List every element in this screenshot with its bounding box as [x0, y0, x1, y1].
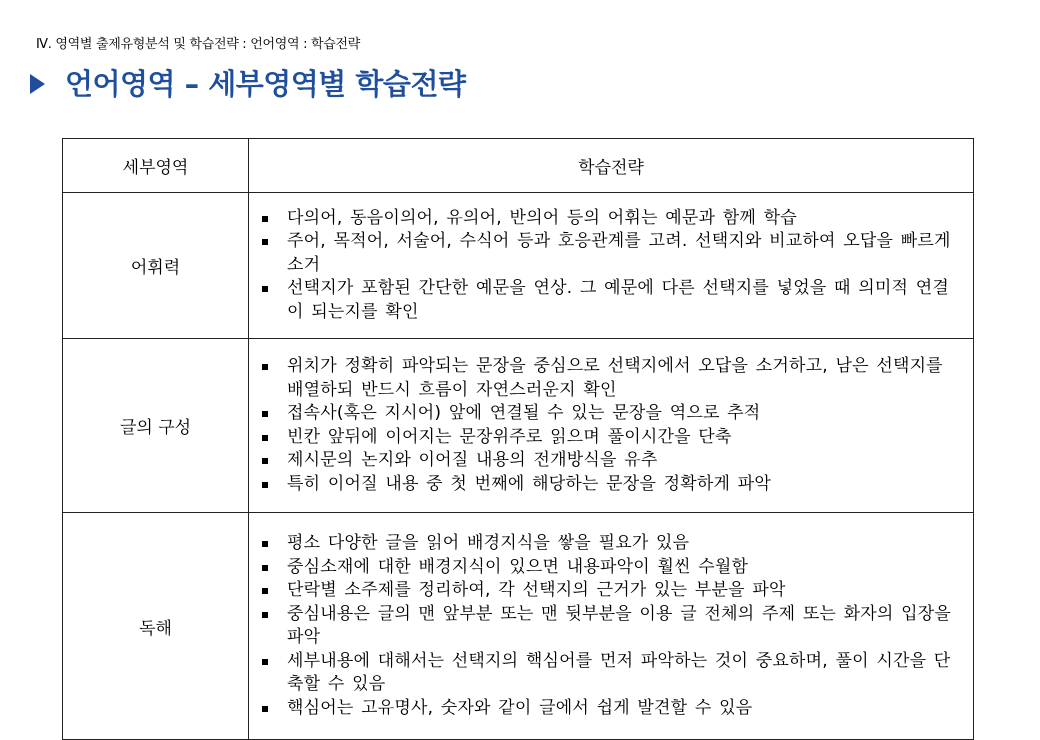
page-title: 언어영역 – 세부영역별 학습전략 [65, 67, 466, 101]
table-row [63, 513, 974, 740]
header-area: 세부영역 [63, 139, 249, 193]
strategy-list [260, 532, 963, 720]
list-item [260, 603, 963, 650]
bullet-square-icon [262, 239, 268, 245]
list-item-text: 주어, 목적어, 서술어, 수식어 등과 호응관계를 고려. 선택지와 비교하여 오답을 빠르게 소거 [287, 231, 951, 275]
list-item-text: 다의어, 동음이의어, 유의어, 반의어 등의 어휘는 예문과 함께 학습 [287, 207, 797, 228]
table-header-row [63, 139, 974, 193]
area-cell: 독해 [63, 513, 249, 740]
bullet-square-icon [262, 541, 268, 547]
bullet-square-icon [262, 458, 268, 464]
list-item-text: 단락별 소주제를 정리하여, 각 선택지의 근거가 있는 부분을 파악 [287, 580, 786, 600]
bullet-square-icon [262, 659, 268, 665]
list-item-text: 세부내용에 대해서는 선택지의 핵심어를 먼저 파악하는 것이 중요하며, 풀이 시간을 단축할 수 있음 [287, 650, 951, 694]
list-item-text: 선택지가 포함된 간단한 예문을 연상. 그 예문에 다른 선택지를 넣었을 때 의미적 연결이 되는지를 확인 [287, 278, 949, 322]
list-item-text: 위치가 정확히 파악되는 문장을 중심으로 선택지에서 오답을 소거하고, 남은 선택지를 배열하되 반드시 흐름이 자연스러운지 확인 [287, 356, 943, 400]
bullet-square-icon [262, 216, 268, 222]
list-item [260, 230, 963, 277]
table-row [63, 339, 974, 513]
bullet-square-icon [262, 588, 268, 594]
list-item [260, 402, 963, 426]
list-item [260, 579, 963, 603]
list-item [260, 277, 963, 324]
list-item-text: 특히 이어질 내용 중 첫 번째에 해당하는 문장을 정확하게 파악 [287, 473, 771, 494]
page-title-row [30, 62, 465, 103]
header-strategy: 학습전략 [249, 139, 974, 193]
list-item [260, 697, 963, 721]
bullet-square-icon [262, 706, 268, 712]
list-item-text: 평소 다양한 글을 읽어 배경지식을 쌓을 필요가 있음 [287, 533, 690, 553]
list-item [260, 449, 963, 473]
bullet-square-icon [262, 435, 268, 441]
list-item-text: 핵심어는 고유명사, 숫자와 같이 글에서 쉽게 발견할 수 있음 [287, 697, 753, 718]
list-item [260, 532, 963, 556]
list-item-text: 빈칸 앞뒤에 이어지는 문장위주로 읽으며 풀이시간을 단축 [287, 426, 732, 447]
breadcrumb: Ⅳ. 영역별 출제유형분석 및 학습전략 : 언어영역 : 학습전략 [36, 37, 361, 52]
strategy-list [260, 355, 963, 496]
bullet-square-icon [262, 565, 268, 571]
table-row [63, 193, 974, 339]
list-item-text: 중심내용은 글의 맨 앞부분 또는 맨 뒷부분을 이용 글 전체의 주제 또는 화자의 입장을 파악 [287, 603, 951, 647]
bullet-square-icon [262, 411, 268, 417]
area-cell: 어휘력 [63, 193, 249, 339]
strategy-table [62, 138, 974, 740]
list-item [260, 355, 963, 402]
strategy-cell [249, 193, 974, 339]
list-item-text: 중심소재에 대한 배경지식이 있으면 내용파악이 훨씬 수월함 [287, 556, 749, 577]
list-item [260, 473, 963, 497]
strategy-cell [249, 339, 974, 513]
bullet-square-icon [262, 364, 268, 370]
area-cell: 글의 구성 [63, 339, 249, 513]
list-item-text: 접속사(혹은 지시어) 앞에 연결될 수 있는 문장을 역으로 추적 [287, 403, 761, 423]
list-item [260, 207, 963, 231]
list-item [260, 556, 963, 580]
bullet-square-icon [262, 286, 268, 292]
play-triangle-icon [30, 74, 45, 94]
bullet-square-icon [262, 612, 268, 618]
list-item [260, 426, 963, 450]
strategy-list [260, 207, 963, 325]
bullet-square-icon [262, 482, 268, 488]
list-item-text: 제시문의 논지와 이어질 내용의 전개방식을 유추 [287, 450, 658, 470]
strategy-cell [249, 513, 974, 740]
list-item [260, 650, 963, 697]
